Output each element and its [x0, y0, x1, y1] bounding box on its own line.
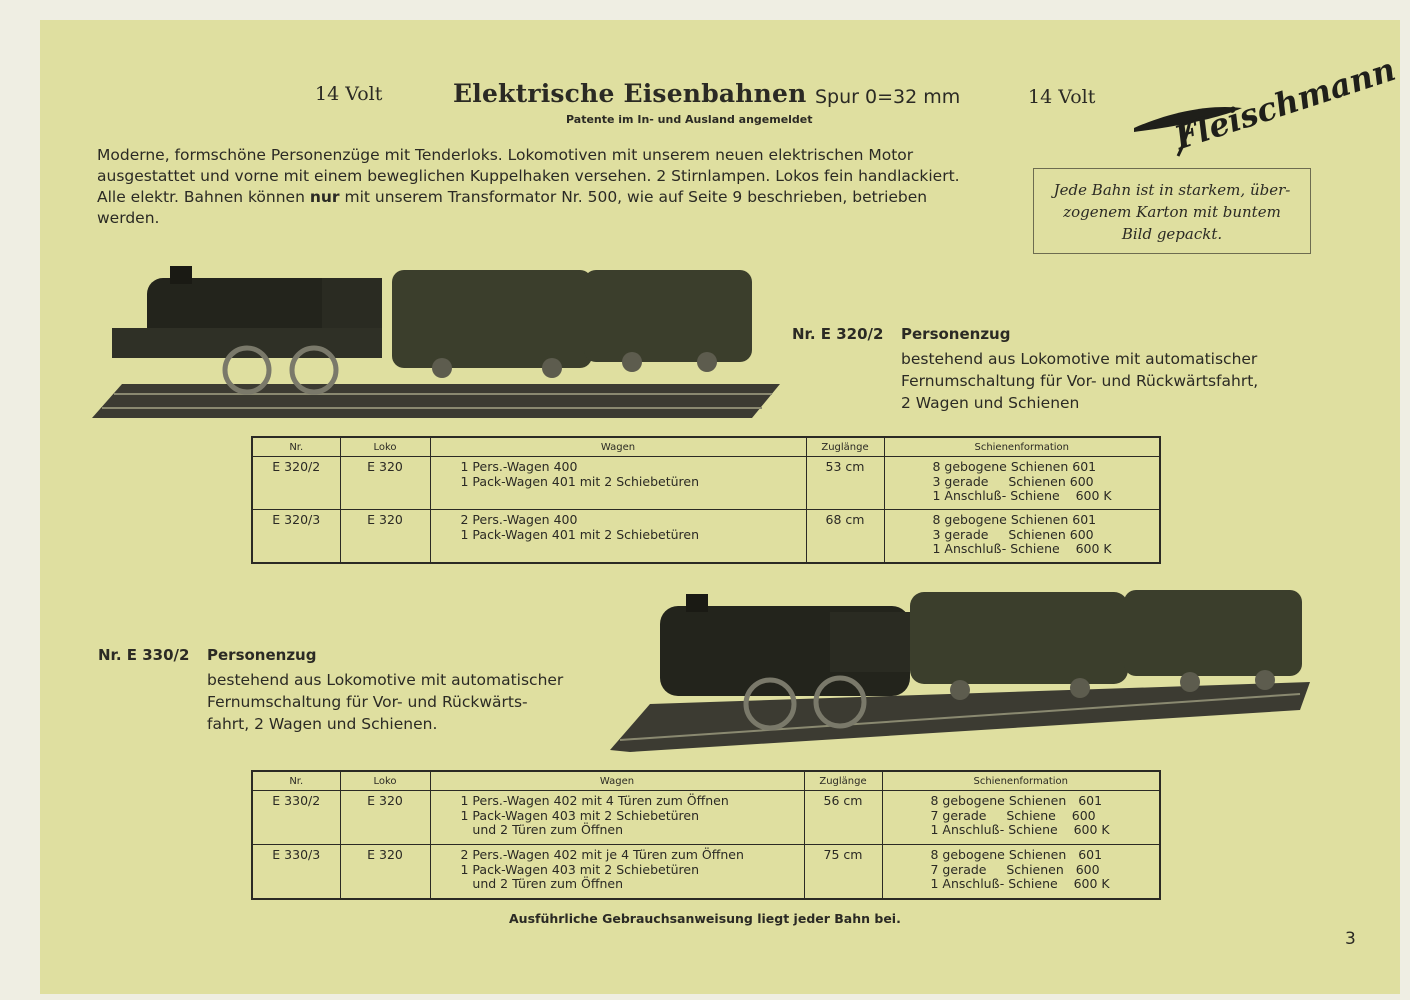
cell-loko: E 320: [340, 791, 430, 845]
cell-schienen: 8 gebogene Schienen 601 7 gerade Schiene 600 1 Anschluß- Schiene 600 K: [882, 791, 1160, 845]
item1-desc-line-3: 2 Wagen und Schienen: [901, 394, 1080, 412]
item1-description: [901, 348, 1258, 414]
cell-wagen: 1 Pers.-Wagen 400 1 Pack-Wagen 401 mit 2 Schiebetüren: [430, 457, 806, 510]
infobox-line-3: Bild gepackt.: [1121, 225, 1223, 243]
cell-schienen: 8 gebogene Schienen 601 3 gerade Schienen 600 1 Anschluß- Schiene 600 K: [884, 510, 1160, 563]
item2-desc-line-3: fahrt, 2 Wagen und Schienen.: [207, 715, 438, 733]
item1-name: Personenzug: [901, 325, 1011, 343]
table-row: [252, 510, 1160, 563]
table-row: [252, 457, 1160, 510]
cell-loko: E 320: [340, 510, 430, 563]
voltage-left: 14 Volt: [315, 83, 383, 105]
cell-wagen: 2 Pers.-Wagen 402 mit je 4 Türen zum Öffnen 1 Pack-Wagen 403 mit 2 Schiebetüren und 2 Türen zum Öffnen: [430, 845, 804, 899]
col-header-zuglaenge: Zuglänge: [804, 771, 882, 791]
infobox-line-2: zogenem Karton mit buntem: [1063, 203, 1281, 221]
item1-desc-line-1: bestehend aus Lokomotive mit automatischer: [901, 350, 1258, 368]
table1-header-row: [252, 437, 1160, 457]
item1-desc-line-2: Fernumschaltung für Vor- und Rückwärtsfahrt,: [901, 372, 1259, 390]
cell-wagen: 2 Pers.-Wagen 400 1 Pack-Wagen 401 mit 2 Schiebetüren: [430, 510, 806, 563]
spec-table-1: [251, 436, 1161, 564]
cell-laenge: 53 cm: [806, 457, 884, 510]
col-header-loko: Loko: [340, 771, 430, 791]
footer-note: Ausführliche Gebrauchsanweisung liegt jeder Bahn bei.: [509, 911, 901, 926]
col-header-wagen: Wagen: [430, 437, 806, 457]
table-row: [252, 845, 1160, 899]
brand-logo: [1130, 50, 1400, 160]
spec-table-2: [251, 770, 1161, 900]
col-header-schienen: Schienenformation: [882, 771, 1160, 791]
item2-number: Nr. E 330/2: [98, 646, 190, 664]
page-number: 3: [1345, 929, 1356, 949]
cell-laenge: 56 cm: [804, 791, 882, 845]
cell-nr: E 320/3: [252, 510, 340, 563]
intro-paragraph: [97, 145, 982, 229]
item2-description: [207, 669, 587, 735]
intro-text-1: Moderne, formschöne Personenzüge mit Tenderloks. Lokomotiven mit unserem neuen elektrischen Motor ausgestattet und vorne mit einem beweglichen Kuppelhaken versehen. 2 Stirnlampen. Lokos fein handlackiert. Alle elektr. Bahnen können: [97, 146, 960, 206]
col-header-nr: Nr.: [252, 771, 340, 791]
cell-laenge: 68 cm: [806, 510, 884, 563]
col-header-nr: Nr.: [252, 437, 340, 457]
item2-desc-line-1: bestehend aus Lokomotive mit automatischer: [207, 671, 564, 689]
voltage-right: 14 Volt: [1028, 86, 1096, 108]
col-header-zuglaenge: Zuglänge: [806, 437, 884, 457]
col-header-loko: Loko: [340, 437, 430, 457]
train-photo-e330: [610, 586, 1310, 754]
packaging-infobox: [1033, 168, 1311, 254]
cell-schienen: 8 gebogene Schienen 601 3 gerade Schienen 600 1 Anschluß- Schiene 600 K: [884, 457, 1160, 510]
cell-wagen: 1 Pers.-Wagen 402 mit 4 Türen zum Öffnen 1 Pack-Wagen 403 mit 2 Schiebetüren und 2 Türen zum Öffnen: [430, 791, 804, 845]
train-photo-e320: [92, 258, 780, 424]
page-title: Elektrische Eisenbahnen: [453, 79, 807, 108]
cell-loko: E 320: [340, 845, 430, 899]
intro-emphasis: nur: [309, 188, 340, 206]
item2-name: Personenzug: [207, 646, 317, 664]
cell-nr: E 320/2: [252, 457, 340, 510]
table2-header-row: [252, 771, 1160, 791]
infobox-line-1: Jede Bahn ist in starkem, über-: [1053, 181, 1291, 199]
item2-desc-line-2: Fernumschaltung für Vor- und Rückwärts-: [207, 693, 528, 711]
item1-number: Nr. E 320/2: [792, 325, 884, 343]
brand-wordmark: Fleischmann: [1170, 50, 1400, 158]
col-header-wagen: Wagen: [430, 771, 804, 791]
table-row: [252, 791, 1160, 845]
intro-text-2: mit unserem Transformator Nr. 500, wie auf Seite 9 beschrieben, betrieben werden.: [97, 188, 928, 227]
cell-schienen: 8 gebogene Schienen 601 7 gerade Schienen 600 1 Anschluß- Schiene 600 K: [882, 845, 1160, 899]
cell-nr: E 330/2: [252, 791, 340, 845]
gauge-label: Spur 0=32 mm: [815, 86, 961, 108]
patent-note: Patente im In- und Ausland angemeldet: [566, 113, 813, 126]
col-header-schienen: Schienenformation: [884, 437, 1160, 457]
cell-loko: E 320: [340, 457, 430, 510]
cell-nr: E 330/3: [252, 845, 340, 899]
cell-laenge: 75 cm: [804, 845, 882, 899]
